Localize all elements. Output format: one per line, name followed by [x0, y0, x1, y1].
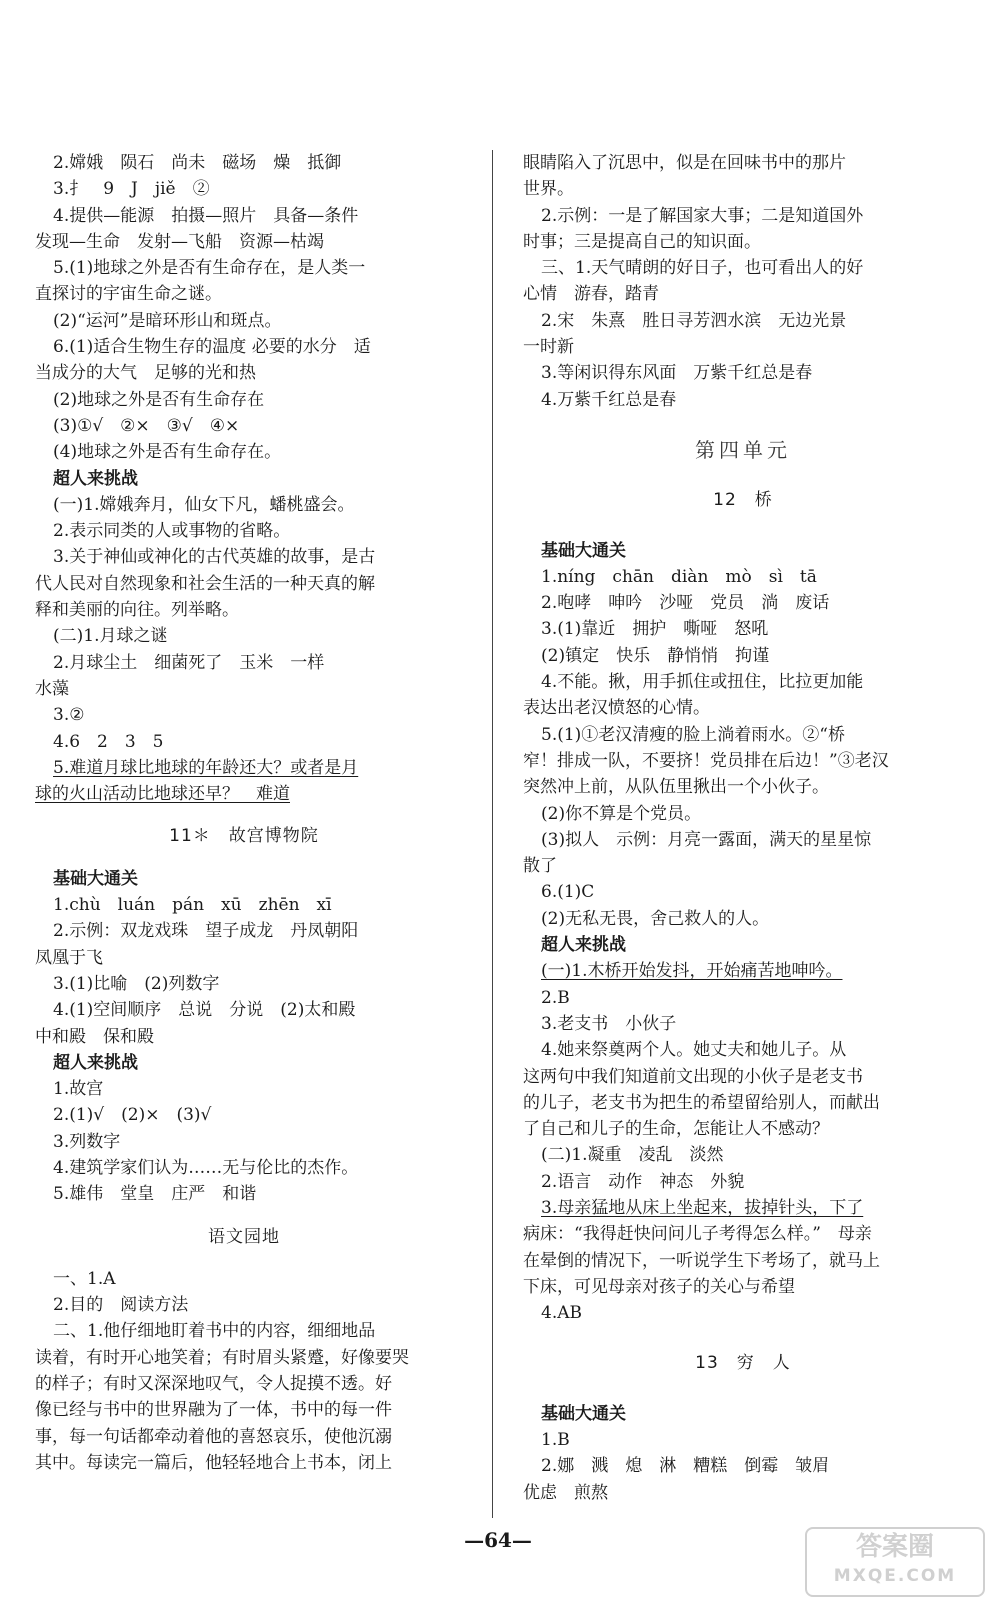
- text-line: 三、1.天气晴朗的好日子，也可看出人的好: [541, 258, 864, 279]
- text-line: 2.嫦娥 陨石 尚未 磁场 燥 抵御: [53, 153, 342, 173]
- text-line: 二、1.他仔细地盯着书中的内容，细细地品: [53, 1321, 376, 1342]
- pinyin-line: 1.níng chān diàn mò sì tā: [541, 566, 817, 587]
- text-line: 眼睛陷入了沉思中，似是在回味书中的那片: [523, 153, 846, 173]
- text-line: 4.万紫千红总是春: [541, 389, 677, 410]
- text-line: 1.故宫: [53, 1079, 104, 1100]
- column-divider: [492, 150, 493, 1518]
- text-line: 2.宋 朱熹 胜日寻芳泗水滨 无边光景: [541, 310, 847, 331]
- text-line: (2)镇定 快乐 静悄悄 拘谨: [541, 645, 770, 666]
- text-line: 2.目的 阅读方法: [53, 1295, 189, 1316]
- text-line: 5.雄伟 堂皇 庄严 和谐: [53, 1184, 257, 1205]
- lesson-title: 13 穷 人: [695, 1353, 791, 1374]
- text-line: 6.(1)适合生物生存的温度 必要的水分 适: [53, 337, 371, 358]
- section-heading: 基础大通关: [53, 868, 138, 889]
- text-line: 事，每一句话都牵动着他的喜怒哀乐，使他沉溺: [35, 1426, 392, 1447]
- text-line: 时事；三是提高自己的知识面。: [523, 231, 761, 252]
- text-line: 水藻: [35, 678, 69, 699]
- text-line: 突然冲上前，从队伍里揪出一个小伙子。: [523, 777, 829, 798]
- text-line: 在晕倒的情况下，一听说学生下考场了，就马上: [523, 1250, 880, 1271]
- section-heading: 基础大通关: [541, 540, 626, 561]
- text-line: 2.咆哮 呻吟 沙哑 党员 淌 废话: [541, 593, 830, 614]
- section-heading: 超人来挑战: [53, 468, 138, 489]
- text-line: 释和美丽的向往。列举略。: [35, 600, 239, 621]
- text-line: 2.B: [541, 987, 570, 1008]
- page-number: —64—: [464, 1528, 532, 1552]
- text-line: (二)1.凝重 凌乱 淡然: [541, 1145, 724, 1166]
- text-line: (一)1.木桥开始发抖，开始痛苦地呻吟。: [541, 961, 843, 982]
- text-line: 3.②: [53, 705, 85, 726]
- text-line: 2.(1)√ (2)× (3)√: [53, 1105, 212, 1126]
- text-line: (2)地球之外是否有生命存在: [53, 389, 265, 410]
- text-line: 5.难道月球比地球的年龄还大？或者是月: [53, 757, 359, 778]
- text-line: 4.不能。揪，用手抓住或扭住，比拉更加能: [541, 672, 864, 693]
- text-line: 6.(1)C: [541, 882, 595, 903]
- text-line: 代人民对自然现象和社会生活的一种天真的解: [35, 573, 375, 594]
- text-line: 病床：“我得赶快问问儿子考得怎么样。” 母亲: [523, 1224, 872, 1245]
- text-line: 3.(1)比喻 (2)列数字: [53, 973, 220, 994]
- text-line: 球的火山活动比地球还早？ 难道: [35, 784, 290, 805]
- left-column: [35, 150, 453, 1476]
- watermark-line2: MXQE.COM: [833, 1566, 957, 1586]
- watermark-logo: [805, 1527, 985, 1597]
- text-line: 3.扌 9 J jiě ②: [53, 179, 210, 200]
- text-line: 当成分的大气 足够的光和热: [35, 363, 256, 384]
- lesson-title: 12 桥: [713, 490, 773, 511]
- lesson-title: 11＊ 故宫博物院: [169, 826, 319, 847]
- text-line: 2.月球尘土 细菌死了 玉米 一样: [53, 652, 325, 673]
- text-line: 1.B: [541, 1430, 570, 1451]
- text-line: 优虑 煎熬: [523, 1482, 608, 1503]
- text-line: 的儿子，老支书为把生的希望留给别人，而献出: [523, 1092, 880, 1113]
- text-line: 3.列数字: [53, 1131, 121, 1152]
- text-line: 2.语言 动作 神态 外貌: [541, 1171, 745, 1192]
- text-line: (2)你不算是个党员。: [541, 803, 702, 824]
- text-line: 4.(1)空间顺序 总说 分说 (2)太和殿: [53, 1000, 356, 1021]
- text-line: 一时新: [523, 337, 574, 358]
- section-heading: 超人来挑战: [541, 935, 626, 956]
- text-line: (4)地球之外是否有生命存在。: [53, 442, 282, 463]
- text-line: 中和殿 保和殿: [35, 1026, 154, 1047]
- section-heading: 基础大通关: [541, 1403, 626, 1424]
- text-line: (二)1.月球之谜: [53, 626, 168, 647]
- section-title: 语文园地: [208, 1226, 280, 1247]
- text-line: 4.建筑学家们认为……无与伦比的杰作。: [53, 1157, 359, 1178]
- text-line: 表达出老汉愤怒的心情。: [523, 698, 710, 719]
- unit-title: 第四单元: [695, 437, 791, 462]
- text-line: 这两句中我们知道前文出现的小伙子是老支书: [523, 1066, 863, 1087]
- text-line: 心情 游春，踏青: [523, 284, 659, 305]
- text-line: (2)“运河”是暗环形山和斑点。: [53, 310, 282, 331]
- watermark-line1: 答案圈: [855, 1532, 934, 1562]
- text-line: 其中。每读完一篇后，他轻轻地合上书本，闭上: [35, 1452, 392, 1473]
- text-line: 窄！排成一队，不要挤！党员排在后边！”③老汉: [523, 750, 889, 771]
- text-line: (2)无私无畏，舍己救人的人。: [541, 908, 770, 929]
- text-line: 3.老支书 小伙子: [541, 1013, 677, 1034]
- text-line: 凤凰于飞: [35, 947, 103, 968]
- text-line: 3.关于神仙或神化的古代英雄的故事，是古: [53, 547, 376, 568]
- text-line: 4.提供—能源 拍摄—照片 具备—条件: [53, 205, 359, 226]
- text-line: (3)①√ ②× ③√ ④×: [53, 415, 240, 436]
- text-line: 4.她来祭奠两个人。她丈夫和她儿子。从: [541, 1040, 847, 1061]
- text-line: 世界。: [523, 179, 574, 200]
- right-column: [523, 150, 963, 1506]
- text-line: (3)拟人 示例：月亮一露面，满天的星星惊: [541, 829, 872, 850]
- text-line: 4.6 2 3 5: [53, 731, 164, 752]
- pinyin-line: 1.chù luán pán xū zhēn xī: [53, 895, 332, 916]
- text-line: 下床，可见母亲对孩子的关心与希望: [523, 1276, 795, 1297]
- text-line: 2.示例：一是了解国家大事；二是知道国外: [541, 205, 864, 226]
- text-line: 的样子；有时又深深地叹气，令人捉摸不透。好: [35, 1374, 392, 1395]
- text-line: 2.示例：双龙戏珠 望子成龙 丹凤朝阳: [53, 921, 359, 942]
- text-line: 发现—生命 发射—飞船 资源—枯竭: [35, 231, 324, 252]
- text-line: 了自己和儿子的生命，怎能让人不感动？: [523, 1119, 829, 1140]
- text-line: 4.AB: [541, 1303, 582, 1324]
- text-line: 3.母亲猛地从床上坐起来，拔掉针头，下了: [541, 1197, 864, 1218]
- text-line: 2.表示同类的人或事物的省略。: [53, 521, 291, 542]
- section-heading: 超人来挑战: [53, 1052, 138, 1073]
- text-line: 5.(1)①老汉清瘦的脸上淌着雨水。②“桥: [541, 724, 845, 745]
- text-line: (一)1.嫦娥奔月，仙女下凡，蟠桃盛会。: [53, 494, 355, 515]
- text-line: 读着，有时开心地笑着；有时眉头紧蹙，好像要哭: [35, 1347, 409, 1368]
- text-line: 5.(1)地球之外是否有生命存在，是人类一: [53, 258, 366, 279]
- text-line: 散了: [523, 856, 557, 877]
- text-line: 3.(1)靠近 拥护 嘶哑 怒吼: [541, 619, 769, 640]
- text-line: 一、1.A: [53, 1268, 116, 1289]
- text-line: 直探讨的宇宙生命之谜。: [35, 284, 222, 305]
- text-line: 像已经与书中的世界融为了一体，书中的每一件: [35, 1400, 392, 1421]
- text-line: 3.等闲识得东风面 万紫千红总是春: [541, 363, 813, 384]
- text-line: 2.娜 溅 熄 淋 糟糕 倒霉 皱眉: [541, 1456, 830, 1477]
